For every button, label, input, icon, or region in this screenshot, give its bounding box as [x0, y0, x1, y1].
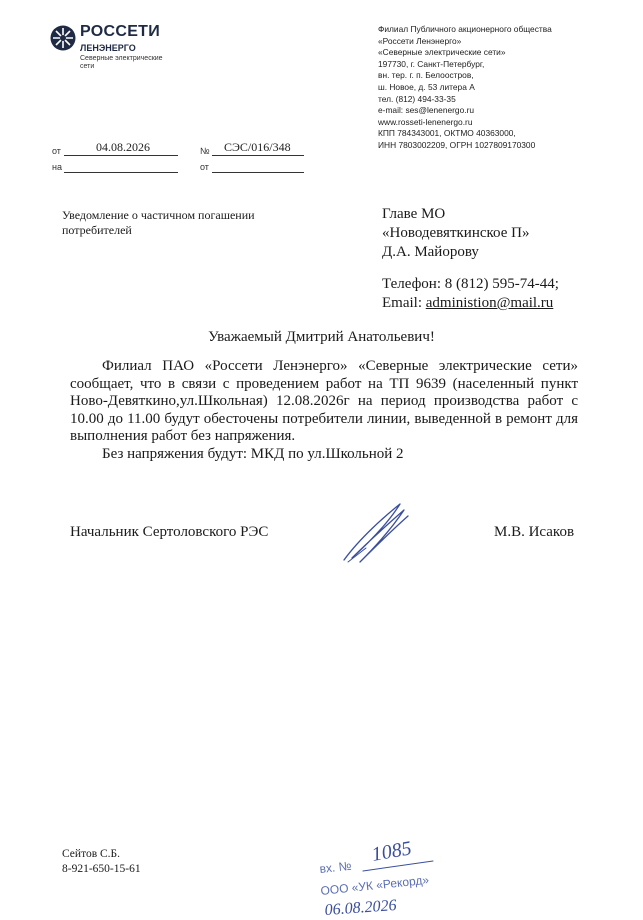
incoming-stamp — [315, 835, 475, 920]
signer-title: Начальник Сертоловского РЭС — [70, 524, 269, 540]
stamp-date: 06.08.2026 — [324, 897, 398, 919]
org-line: Филиал Публичного акционерного общества — [378, 24, 552, 34]
org-line: «Россети Ленэнерго» — [378, 35, 462, 46]
org-line: ш. Новое, д. 53 литера А — [378, 81, 475, 92]
logo-subbrand: ЛЕНЭНЕРГО — [80, 43, 136, 53]
org-line: 197730, г. Санкт-Петербург, — [378, 58, 485, 69]
logo-brand: РОССЕТИ — [80, 23, 161, 40]
signer-name: М.В. Исаков — [494, 524, 575, 540]
body-paragraph: Филиал ПАО «Россети Ленэнерго» «Северные электрические сети» сообщает, что в связи с проведением работ на ТП 9639 (населенный пункт Ново-Девяткино,ул.Школьная) 12.08.2026г на период производства работ с 10.00 до 11.00 будут обесточены потребители линии, выведенной в ремонт для выполнения работ без напряжения. — [70, 358, 578, 444]
to-line — [64, 172, 178, 173]
org-line: ИНН 7803002209, ОГРН 1027809170300 — [378, 139, 536, 150]
number-label: № — [200, 146, 210, 156]
document-number: СЭС/016/348 — [224, 140, 291, 154]
stamp-number-label: вх. № — [318, 858, 353, 876]
addressee-phone: Телефон: 8 (812) 595-74-44; — [382, 276, 559, 292]
letter-body — [70, 358, 578, 463]
addressee-line: Д.А. Майорову — [382, 244, 479, 260]
org-line: КПП 784343001, ОКТМО 40363000, — [378, 128, 516, 139]
org-line: тел. (812) 494-33-35 — [378, 93, 456, 104]
org-line: e-mail: ses@lenenergo.ru — [378, 105, 475, 116]
from-label: от — [52, 146, 61, 156]
email-label: Email: — [382, 295, 426, 311]
to-label: на — [52, 162, 62, 172]
executor-name: Сейтов С.Б. — [62, 848, 121, 860]
addressee-block — [382, 205, 622, 262]
handwritten-signature-icon — [330, 498, 420, 568]
rosseti-logo-icon — [50, 25, 76, 51]
org-line: вн. тер. г. п. Белоостров, — [378, 70, 474, 81]
letter-subject: Уведомление о частичном погашении потребителей — [62, 208, 255, 237]
org-line: «Северные электрические сети» — [378, 47, 506, 58]
stamp-org: ООО «УК «Рекорд» — [319, 872, 430, 898]
logo-division: Северные электрические сети — [80, 55, 163, 70]
stamp-number: 1085 — [370, 837, 414, 866]
email-link[interactable]: administion@mail.ru — [425, 295, 554, 311]
addressee-line: «Новодевяткинское П» — [382, 225, 530, 241]
addressee-email-row — [382, 294, 622, 313]
number-line — [212, 155, 304, 156]
body-paragraph: Без напряжения будут: МКД по ул.Школьной 2 — [102, 445, 404, 462]
addressee-contacts — [382, 275, 622, 313]
from-label-2: от — [200, 162, 209, 172]
document-date: 04.08.2026 — [96, 140, 150, 154]
organization-details — [378, 24, 608, 152]
org-line: www.rosseti-lenenergo.ru — [378, 116, 473, 127]
date-line — [64, 155, 178, 156]
from-line-2 — [212, 172, 304, 173]
executor-phone: 8-921-650-15-61 — [62, 863, 141, 875]
addressee-line: Главе МО — [382, 206, 446, 222]
greeting: Уважаемый Дмитрий Анатольевич! — [208, 329, 435, 345]
